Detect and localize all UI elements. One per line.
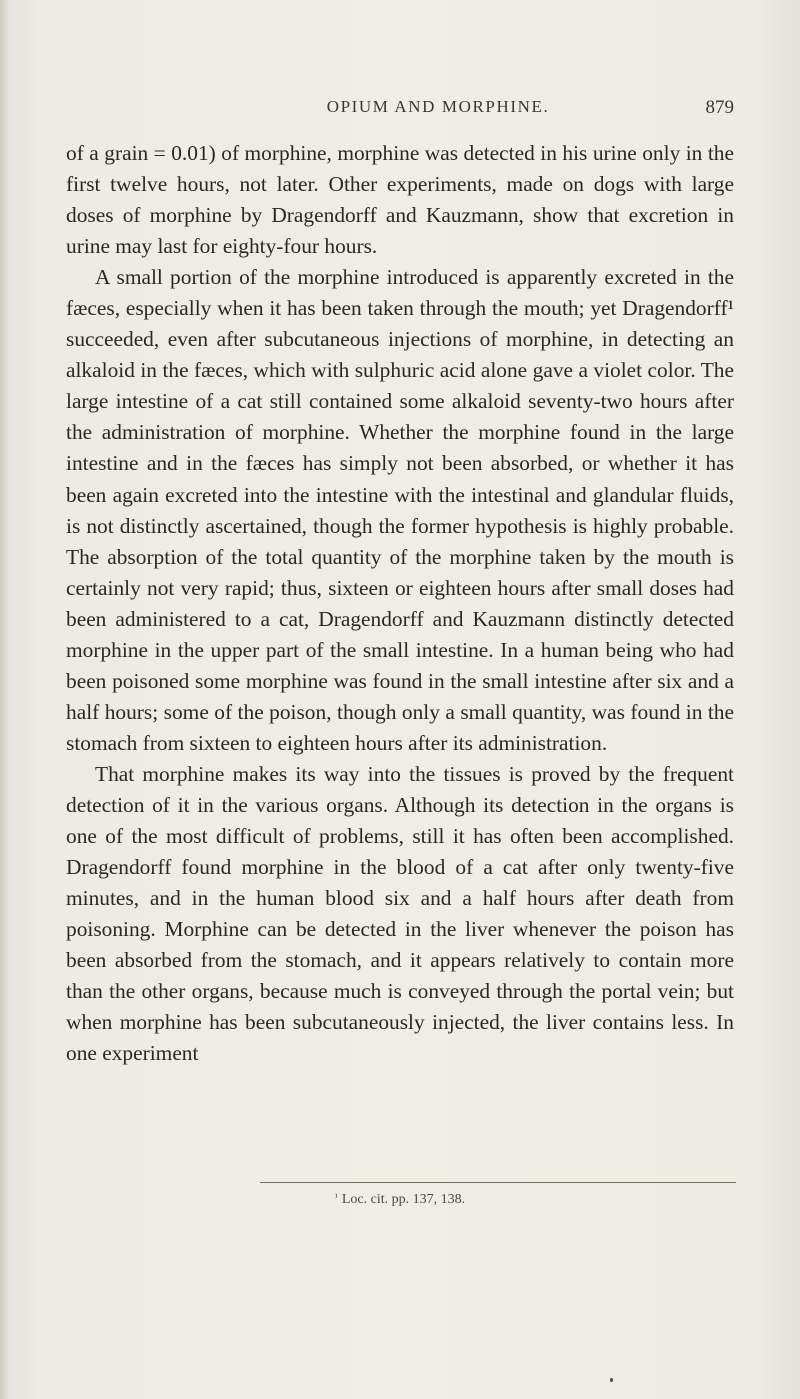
page-number: 879 <box>705 97 734 118</box>
paragraph-tissue-detection: That morphine makes its way into the tissues is proved by the frequent detection of it in the various organs. Although its detection in the organs is one of the most difficult of problems, still it has often been accomplished. Dragendorff found morphine in the blood of a cat after only twenty-five minutes, and in the human blood six and a half hours after death from poisoning. Morphine can be detected in the liver whenever the poison has been absorbed from the stomach, and it appears relatively to contain more than the other organs, because much is conveyed through the portal vein; but when morphine has been subcutaneously injected, the liver contains less. In one experiment <box>66 761 734 1066</box>
body-text <box>66 138 734 1069</box>
paragraph-faeces-excretion: A small portion of the morphine introduced is apparently excreted in the fæces, especially when it has been taken through the mouth; yet Dragendorff¹ succeeded, even after subcutaneous injections of morphine, in detecting an alkaloid in the fæces, which with sulphuric acid alone gave a violet color. The large intestine of a cat still contained some alkaloid seventy-two hours after the administration of morphine. Whether the morphine found in the large intestine and in the fæces has simply not been absorbed, or whether it has been again excreted into the intestine with the intestinal and glandular fluids, is not distinctly ascertained, though the former hypothesis is highly probable. The absorption of the total quantity of the morphine taken by the mouth is certainly not very rapid; thus, sixteen or eighteen hours after small doses had been administered to a cat, Dragendorff and Kauzmann distinctly detected morphine in the upper part of the small intestine. In a human being who had been poisoned some morphine was found in the small intestine after six and a half hours; some of the poison, though only a small quantity, was found in the stomach from sixteen to eighteen hours after its administration. <box>66 265 734 755</box>
footnote <box>0 1192 800 1208</box>
footnote-text: Loc. cit. pp. 137, 138. <box>341 1192 466 1207</box>
paragraph-continued: of a grain = 0.01) of morphine, morphine was detected in his urine only in the first twelve hours, not later. Other experiments, made on dogs with large doses of morphine by Dragendorff and Kauzmann, show that excretion in urine may last for eighty-four hours. <box>66 141 734 259</box>
running-head <box>0 97 800 125</box>
running-title: OPIUM AND MORPHINE. <box>326 97 550 116</box>
footnote-rule <box>260 1182 736 1183</box>
page-edge-shadow <box>0 0 6 1399</box>
ink-speck <box>610 1378 613 1382</box>
footnote-marker: ¹ <box>334 1192 338 1203</box>
